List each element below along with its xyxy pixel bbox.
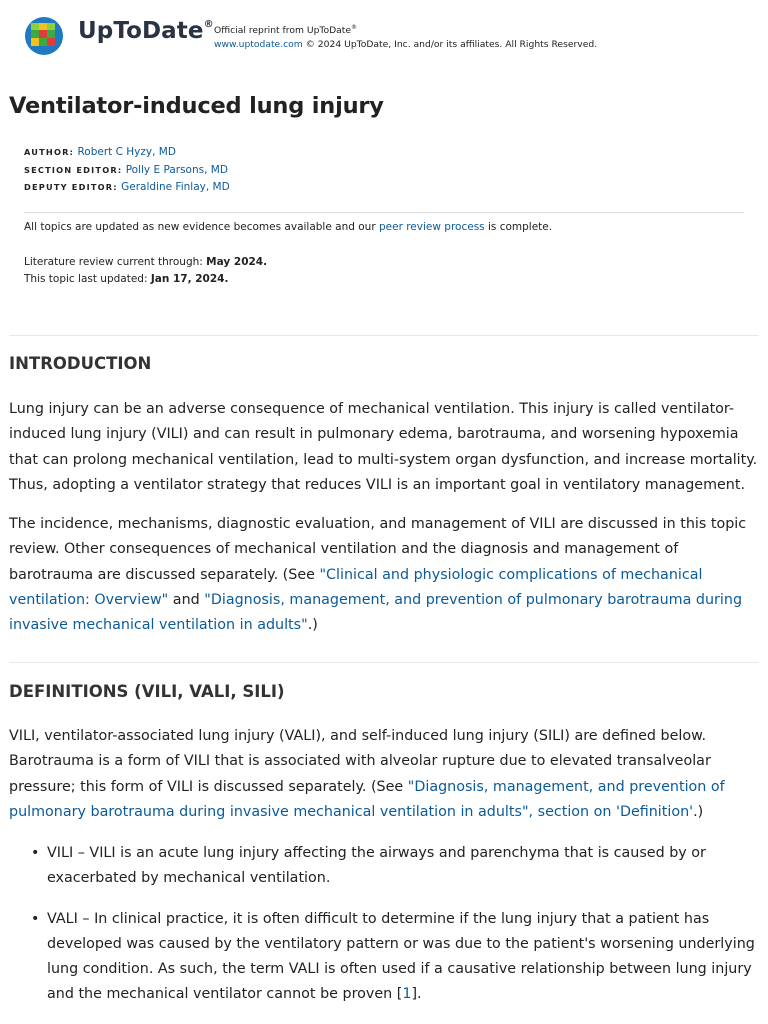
text-run: VILI – VILI is an acute lung injury affecting the airways and parenchyma that is caused by or exacerbated by mechanical ventilation.	[47, 845, 706, 887]
byline	[24, 144, 230, 197]
byline-author: AUTHOR: Robert C Hyzy, MD	[24, 146, 176, 158]
brand-name: UpToDate®	[78, 18, 214, 44]
literature-review-date: Literature review current through: May 2024.	[24, 256, 268, 268]
bullet-icon: •	[31, 845, 40, 861]
text-run: VALI – In clinical practice, it is often difficult to determine if the lung injury that a patient has developed was caused by the ventilatory pattern or was due to the patient's worsening underlying lung condition. As such, the term VALI is often used if a causative relationship between lung injury and the mechanical ventilator cannot be proven [	[47, 910, 755, 1003]
text-run: Lung injury can be an adverse consequence of mechanical ventilation. This injury is called ventilator-induced lung injury (VILI) and can result in pulmonary edema, barotrauma, and worsening hypoxemia that can prolong mechanical ventilation, lead to multi-system organ dysfunction, and increase mortality. Thus, adopting a ventilator strategy that reduces VILI is an important goal in ventilatory management.	[9, 401, 758, 493]
reprint-notice: Official reprint from UpToDate® www.uptodate.com © 2024 UpToDate, Inc. and/or its affiliates. All Rights Reserved.	[214, 24, 598, 51]
list-item	[9, 841, 761, 892]
header	[24, 16, 744, 56]
definitions-paragraph	[9, 724, 761, 825]
section-divider	[9, 662, 759, 663]
byline-section-editor: SECTION EDITOR: Polly E Parsons, MD	[24, 163, 228, 176]
byline-deputy-editor: DEPUTY EDITOR: Geraldine Finlay, MD	[24, 181, 230, 193]
author-link[interactable]: Robert C Hyzy, MD	[77, 146, 176, 158]
update-note: All topics are updated as new evidence becomes available and our peer review process is complete.	[24, 221, 553, 233]
text-run: and	[168, 591, 205, 608]
reference-link[interactable]: "Clinical and physiologic complications of mechanical ventilation: Overview"	[9, 566, 703, 608]
uptodate-logo-icon[interactable]	[24, 16, 64, 56]
deputy-editor-link[interactable]: Geraldine Finlay, MD	[121, 181, 230, 193]
bullet-icon: •	[31, 910, 40, 927]
copyright-text: © 2024 UpToDate, Inc. and/or its affiliates. All Rights Reserved.	[302, 39, 598, 51]
section-heading-definitions: DEFINITIONS (VILI, VALI, SILI)	[9, 682, 285, 701]
definitions-list	[9, 841, 761, 1023]
text-run: VILI, ventilator-associated lung injury (VALI), and self-induced lung injury (SILI) are defined below. Barotrauma is a form of VILI that is associated with alveolar rupture due to elevated transalveolar pressure; this form of VILI is discussed separately. (See	[9, 728, 711, 795]
reference-link[interactable]: "Diagnosis, management, and prevention of pulmonary barotrauma during invasive mechanical ventilation in adults"	[9, 591, 743, 634]
section-editor-link[interactable]: Polly E Parsons, MD	[125, 163, 228, 176]
uptodate-site-link[interactable]: www.uptodate.com	[214, 39, 303, 51]
section-divider	[9, 335, 759, 336]
review-dates	[24, 254, 267, 288]
reference-link[interactable]: 1	[402, 986, 412, 1003]
peer-review-link[interactable]: peer review process	[378, 221, 485, 233]
divider	[24, 212, 744, 213]
text-run: .)	[307, 617, 318, 634]
section-heading-introduction: INTRODUCTION	[9, 354, 152, 373]
intro-paragraph-2	[9, 512, 761, 638]
list-item	[9, 907, 761, 1008]
reference-link[interactable]: "Diagnosis, management, and prevention of pulmonary barotrauma during invasive mechanical ventilation in adults", section on 'Definition'	[9, 778, 725, 820]
text-run: .)	[693, 803, 704, 820]
intro-paragraph-1	[9, 397, 761, 498]
page-title: Ventilator-induced lung injury	[9, 93, 384, 119]
text-run: The incidence, mechanisms, diagnostic evaluation, and management of VILI are discussed in this topic review. Other consequences of mechanical ventilation and the diagnosis and management of barotrauma are discussed separately. (See	[9, 516, 747, 583]
last-updated-date: This topic last updated: Jan 17, 2024.	[24, 273, 229, 285]
text-run: ].	[411, 986, 422, 1003]
